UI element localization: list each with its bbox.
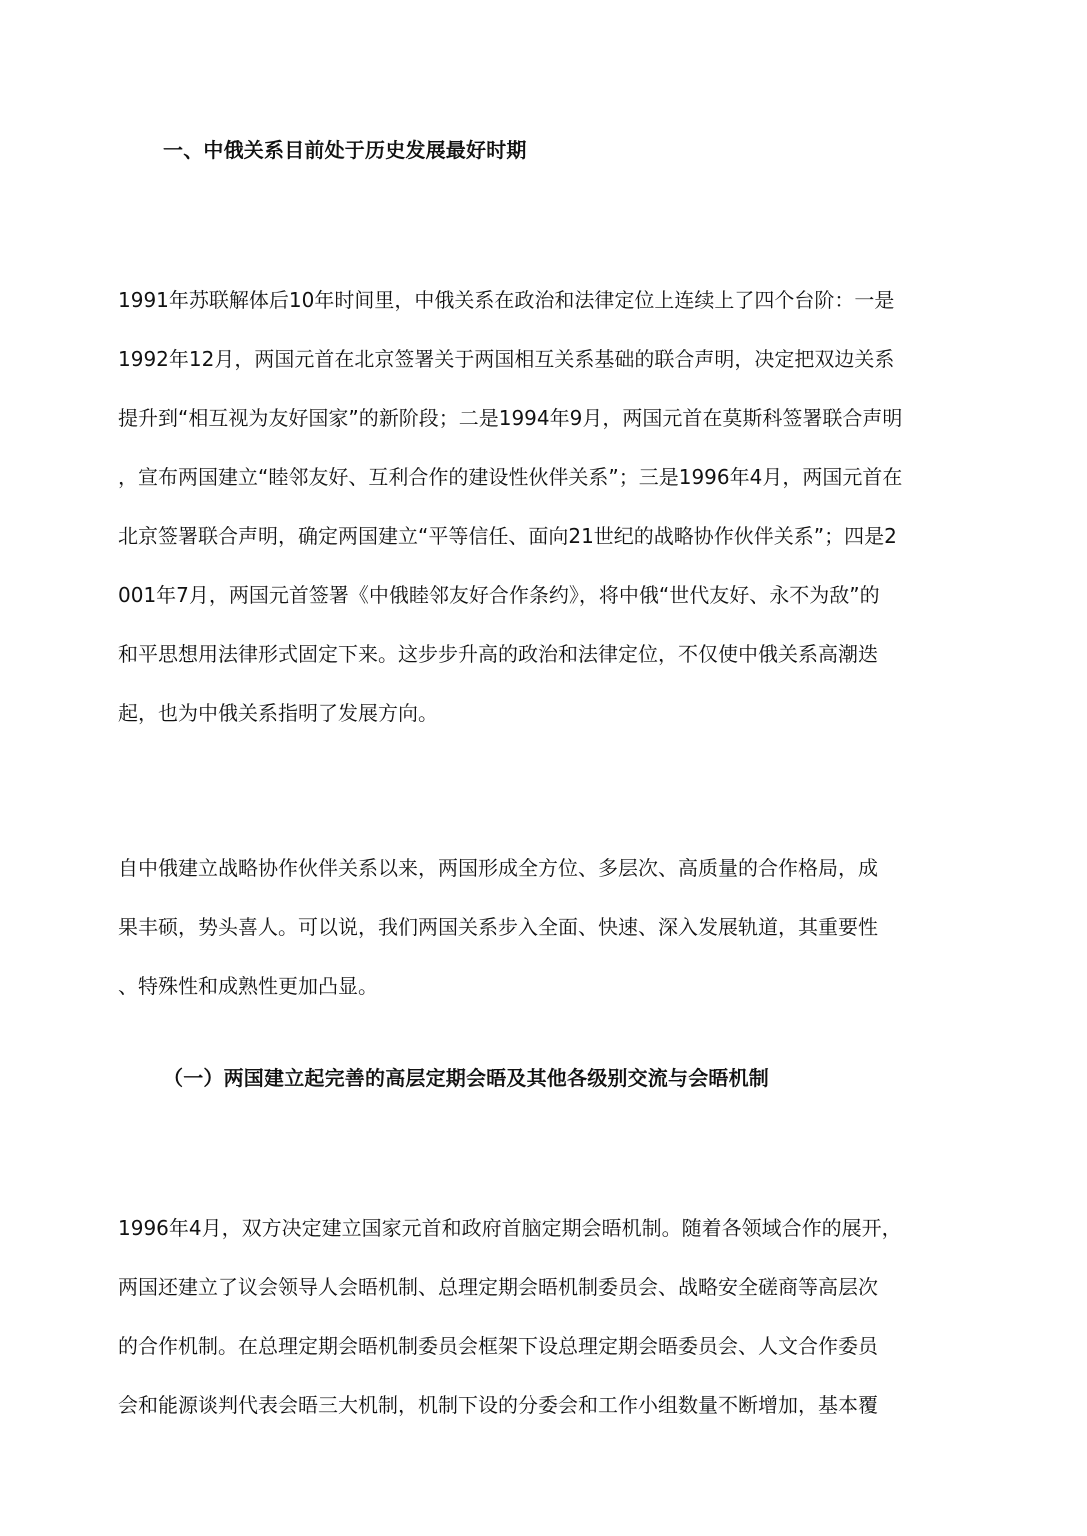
paragraph-line: 1992年12月，两国元首在北京签署关于两国相互关系基础的联合声明，决定把双边关系	[118, 347, 895, 371]
paragraph-line: 起，也为中俄关系指明了发展方向。	[118, 701, 438, 725]
paragraph-line: 1996年4月，双方决定建立国家元首和政府首脑定期会晤机制。随着各领域合作的展开，	[118, 1216, 902, 1240]
paragraph-line: 提升到“相互视为友好国家”的新阶段；二是1994年9月，两国元首在莫斯科签署联合声明	[118, 406, 903, 430]
paragraph-line: 、特殊性和成熟性更加凸显。	[118, 974, 378, 998]
paragraph-line: 和平思想用法律形式固定下来。这步步升高的政治和法律定位，不仅使中俄关系高潮迭	[118, 642, 878, 666]
paragraph-line: 两国还建立了议会领导人会晤机制、总理定期会晤机制委员会、战略安全磋商等高层次	[118, 1275, 878, 1299]
paragraph-line: ，宣布两国建立“睦邻友好、互利合作的建设性伙伴关系”；三是1996年4月，两国元首在	[118, 465, 903, 489]
paragraph-2	[118, 853, 968, 1030]
section-heading-1: 一、中俄关系目前处于历史发展最好时期	[163, 138, 527, 162]
section-heading-2: （一）两国建立起完善的高层定期会晤及其他各级别交流与会晤机制	[163, 1066, 769, 1090]
paragraph-line: 自中俄建立战略协作伙伴关系以来，两国形成全方位、多层次、高质量的合作格局，成	[118, 856, 878, 880]
paragraph-line: 的合作机制。在总理定期会晤机制委员会框架下设总理定期会晤委员会、人文合作委员	[118, 1334, 878, 1358]
paragraph-line: 北京签署联合声明，确定两国建立“平等信任、面向21世纪的战略协作伙伴关系”；四是2	[118, 524, 897, 548]
paragraph-line: 001年7月，两国元首签署《中俄睦邻友好合作条约》，将中俄“世代友好、永不为敌”的	[118, 583, 880, 607]
paragraph-1	[118, 285, 968, 757]
paragraph-line: 果丰硕，势头喜人。可以说，我们两国关系步入全面、快速、深入发展轨道，其重要性	[118, 915, 878, 939]
paragraph-line: 会和能源谈判代表会晤三大机制，机制下设的分委会和工作小组数量不断增加，基本覆	[118, 1393, 878, 1417]
paragraph-3	[118, 1213, 968, 1449]
paragraph-line: 1991年苏联解体后10年时间里，中俄关系在政治和法律定位上连续上了四个台阶：一是	[118, 288, 895, 312]
